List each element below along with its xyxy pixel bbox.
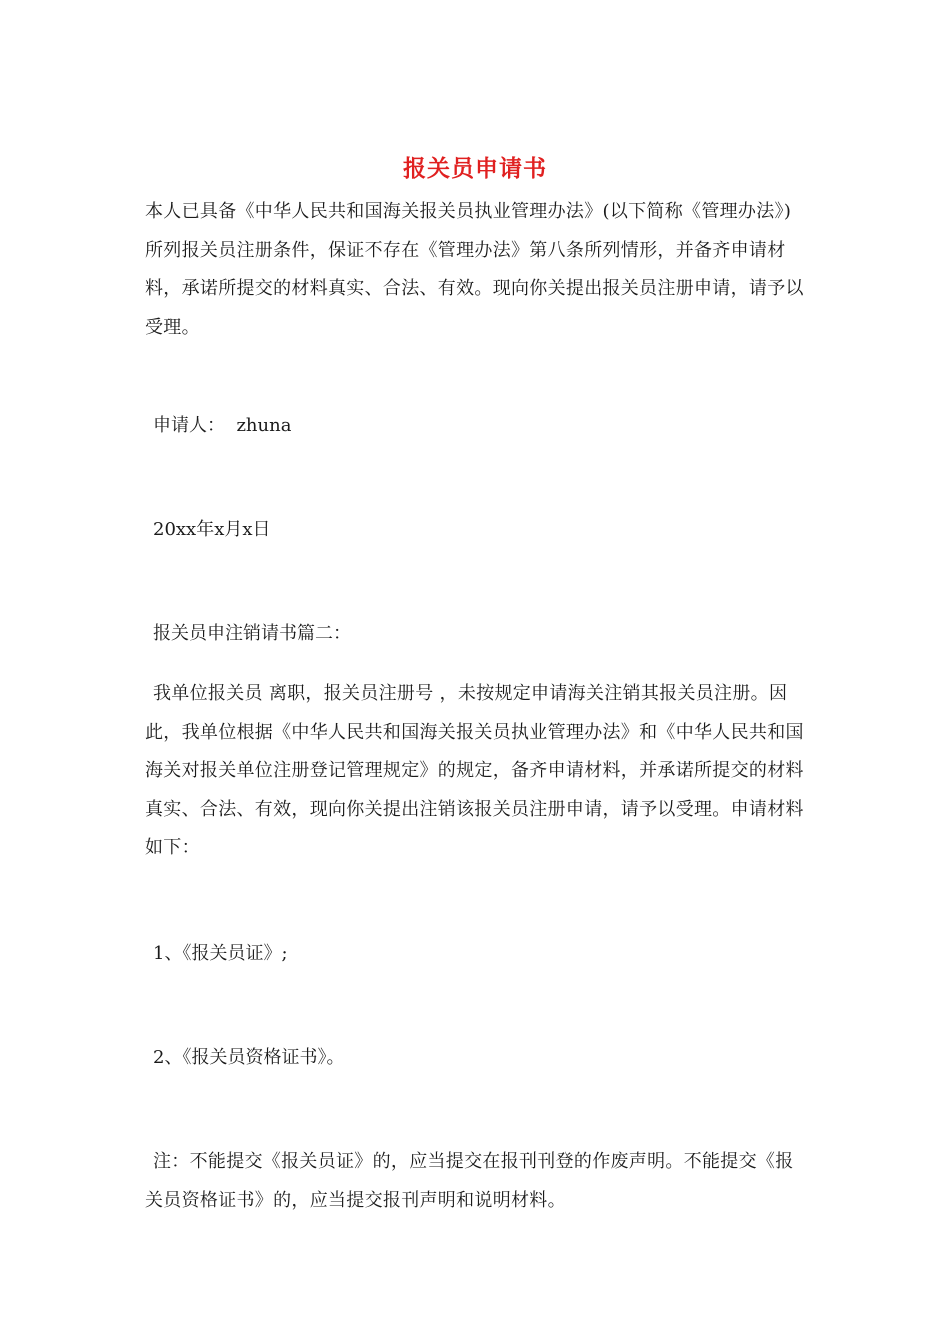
date-line: 20xx年x月x日 xyxy=(153,519,271,540)
cancel-paragraph: 我单位报关员 离职，报关员注册号 ，未按规定申请海关注销其报关员注册。因此，我单位根据《中华人民共和国海关报关员执业管理办法》和《中华人民共和国海关对报关单位注册登记管理规定》的规定，备齐申请材料，并承诺所提交的材料真实、合法、有效，现向你关提出注销该报关员注册申请，请予以受理。申请材料如下： xyxy=(145,683,804,858)
list-item-2: 2、《报关员资格证书》。 xyxy=(153,1047,345,1068)
document-title: 报关员申请书 xyxy=(403,155,547,182)
applicant-line: 申请人： zhuna xyxy=(153,415,292,436)
note-paragraph: 注：不能提交《报关员证》的，应当提交在报刊刊登的作废声明。不能提交《报关员资格证书》的，应当提交报刊声明和说明材料。 xyxy=(145,1151,794,1211)
list-item-1: 1、《报关员证》; xyxy=(153,943,288,964)
intro-paragraph: 本人已具备《中华人民共和国海关报关员执业管理办法》(以下简称《管理办法》)所列报关员注册条件，保证不存在《管理办法》第八条所列情形，并备齐申请材料，承诺所提交的材料真实、合法、有效。现向你关提出报关员注册申请，请予以受理。 xyxy=(145,201,804,338)
section-heading: 报关员申注销请书篇二： xyxy=(153,623,351,644)
